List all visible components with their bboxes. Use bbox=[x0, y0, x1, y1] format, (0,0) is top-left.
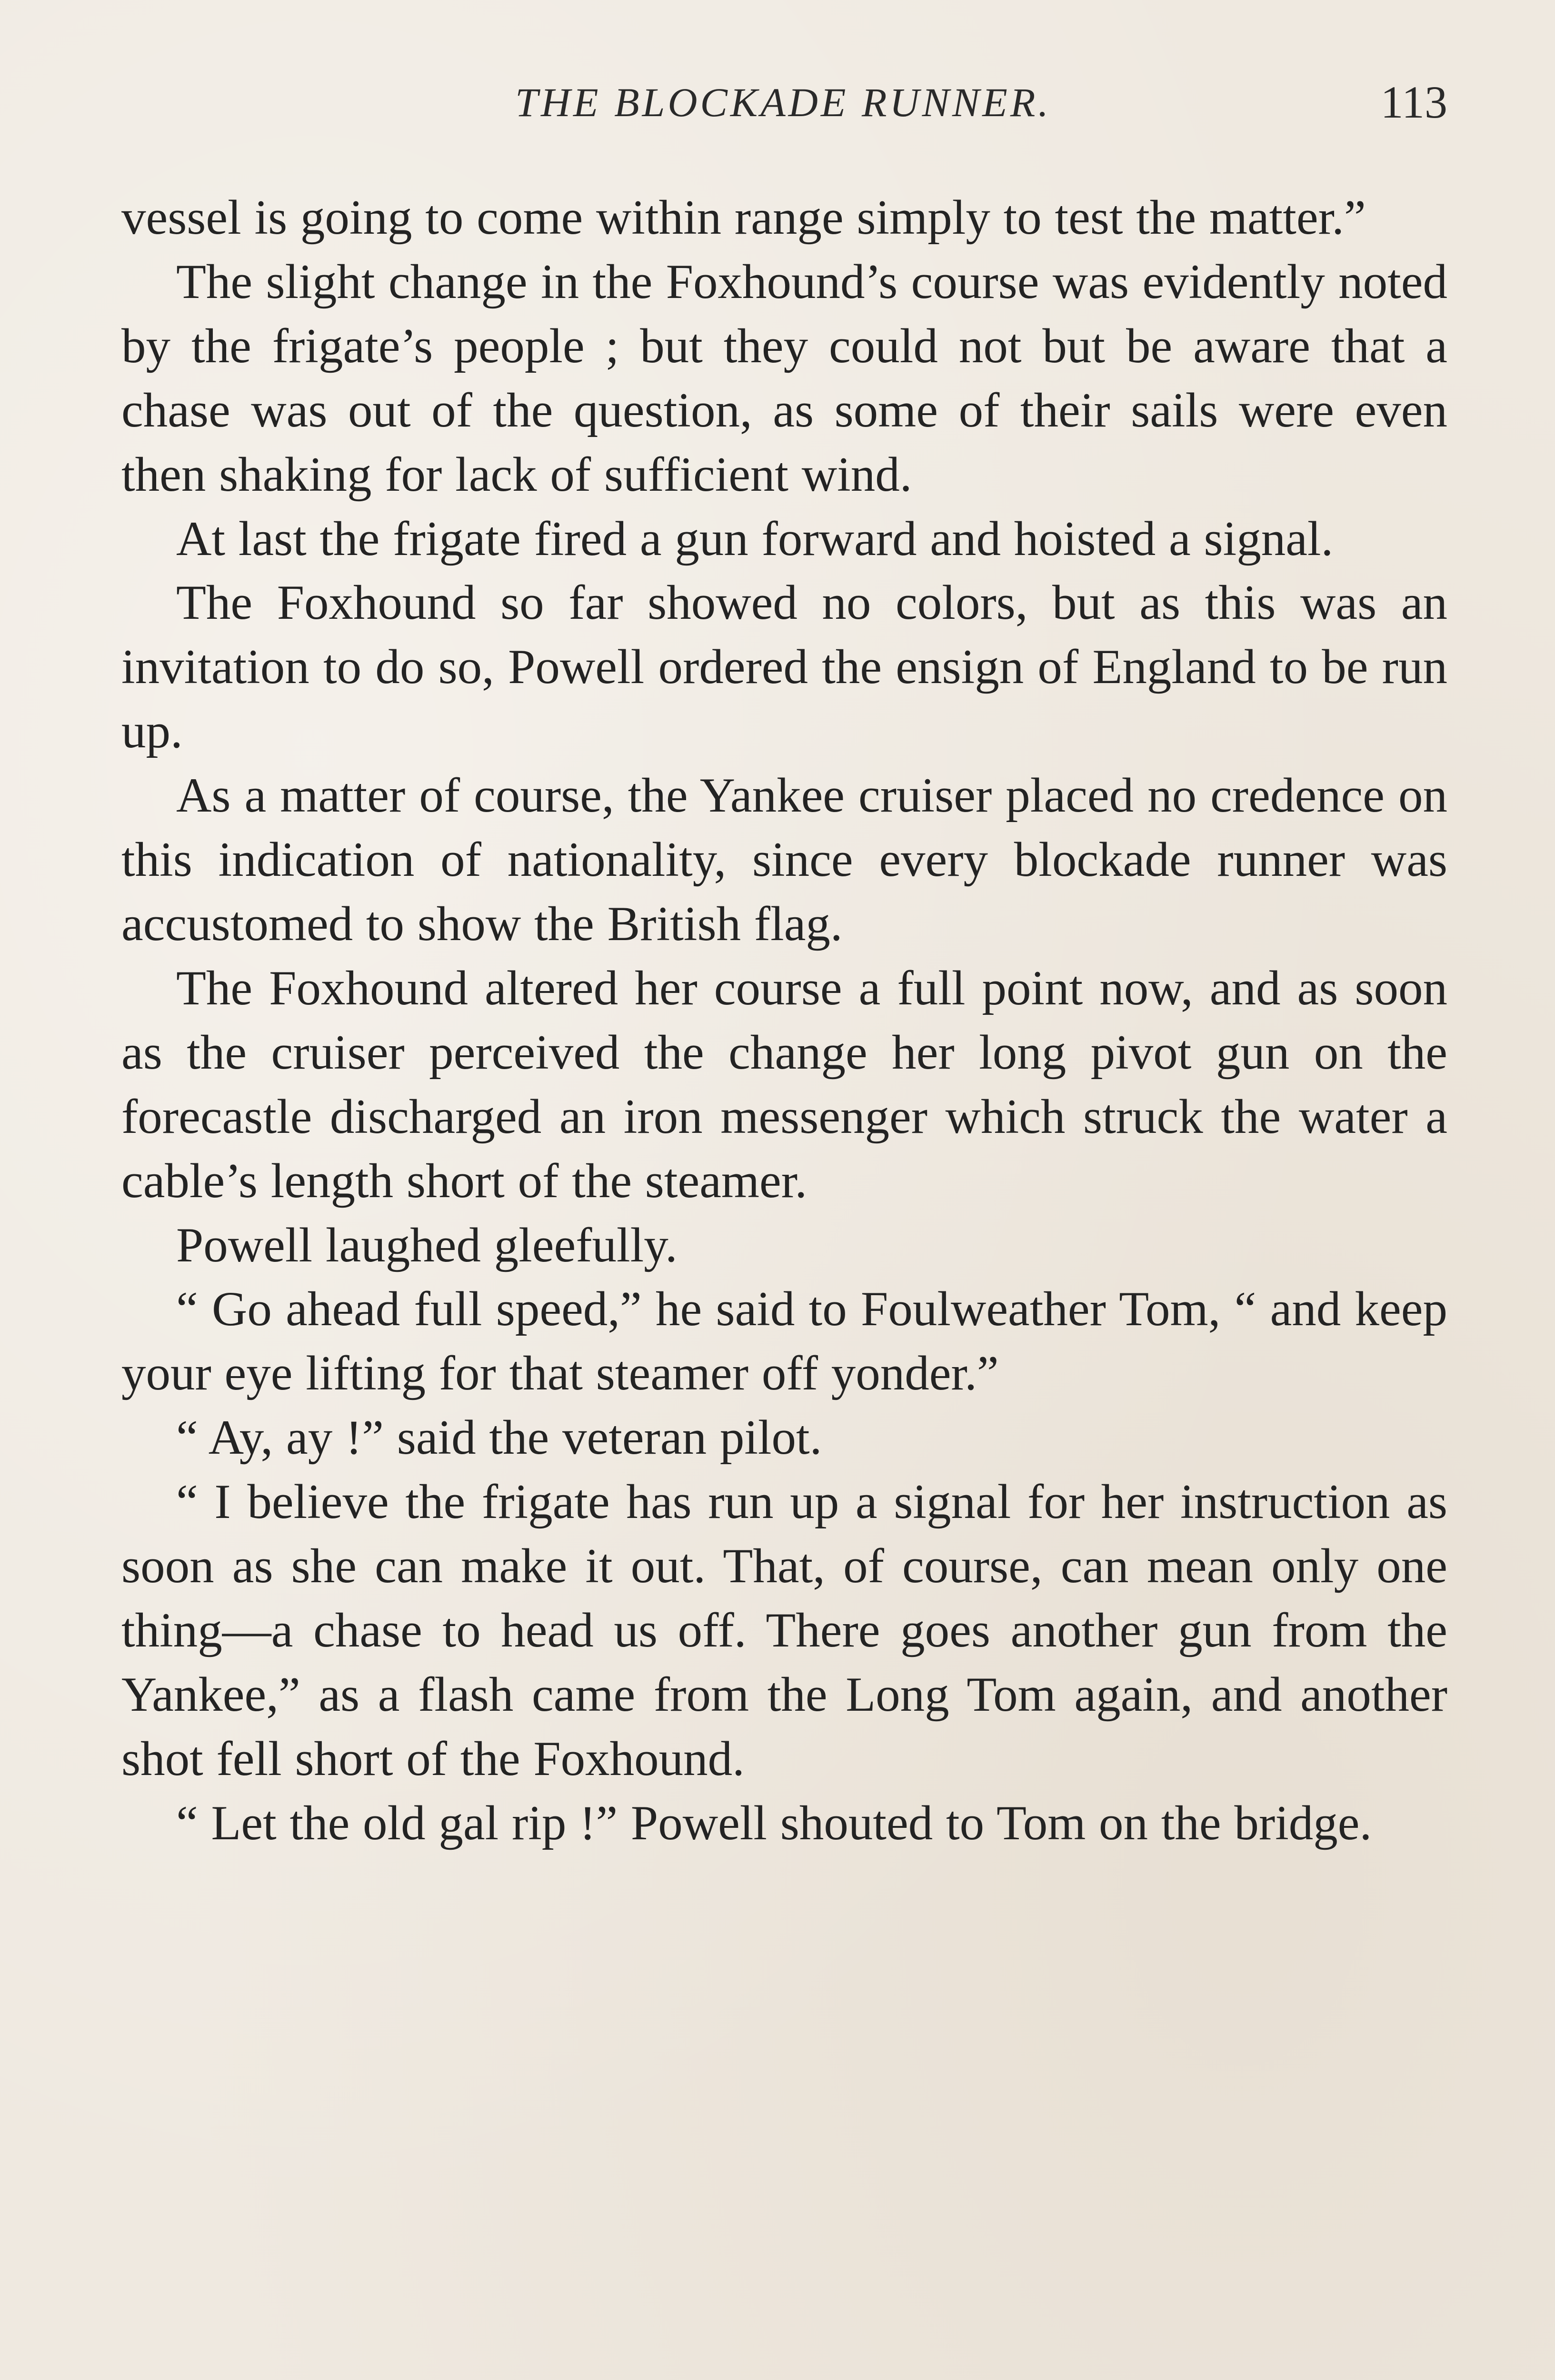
paragraph: Powell laughed gleefully. bbox=[176, 1218, 678, 1272]
running-title: THE BLOCKADE RUNNER. bbox=[515, 79, 1051, 125]
paragraph: “ Ay, ay !” said the veteran pilot. bbox=[176, 1410, 822, 1465]
paragraph: At last the frigate fired a gun forward and hoisted a signal. bbox=[176, 511, 1334, 566]
body-text bbox=[121, 186, 1447, 2380]
paragraph: vessel is going to come within range simply to test the matter.” bbox=[121, 190, 1366, 245]
paragraph: The Foxhound altered her course a full point now, and as soon as the cruiser perceived the change her long pivot gun on the forecastle discharged an iron messenger which struck the water a cable’s length short of the steamer. bbox=[121, 961, 1447, 1208]
paragraph: “ Let the old gal rip !” Powell shouted to Tom on the bridge. bbox=[176, 1795, 1372, 1850]
paragraph: “ Go ahead full speed,” he said to Foulweather Tom, “ and keep your eye lifting for that steamer off yonder.” bbox=[121, 1282, 1447, 1401]
paragraph: “ I believe the frigate has run up a signal for her instruction as soon as she can make it out. That, of course, can mean only one thing—a chase to head us off. There goes another gun from the Yankee,” as a flash came from the Long Tom again, and another shot fell short of the Foxhound. bbox=[121, 1475, 1447, 1786]
running-head bbox=[119, 71, 1447, 133]
paragraph: The slight change in the Foxhound’s course was evidently noted by the frigate’s people ; but they could not but be aware that a chase was out of the question, as some of their sails were even then shaking for lack of sufficient wind. bbox=[121, 254, 1447, 502]
page-number: 113 bbox=[1380, 77, 1447, 128]
paragraph: As a matter of course, the Yankee cruiser placed no credence on this indication of nationality, since every blockade runner was accustomed to show the British flag. bbox=[121, 768, 1447, 951]
paragraph: The Foxhound so far showed no colors, but as this was an invitation to do so, Powell ordered the ensign of England to be run up. bbox=[121, 575, 1447, 759]
